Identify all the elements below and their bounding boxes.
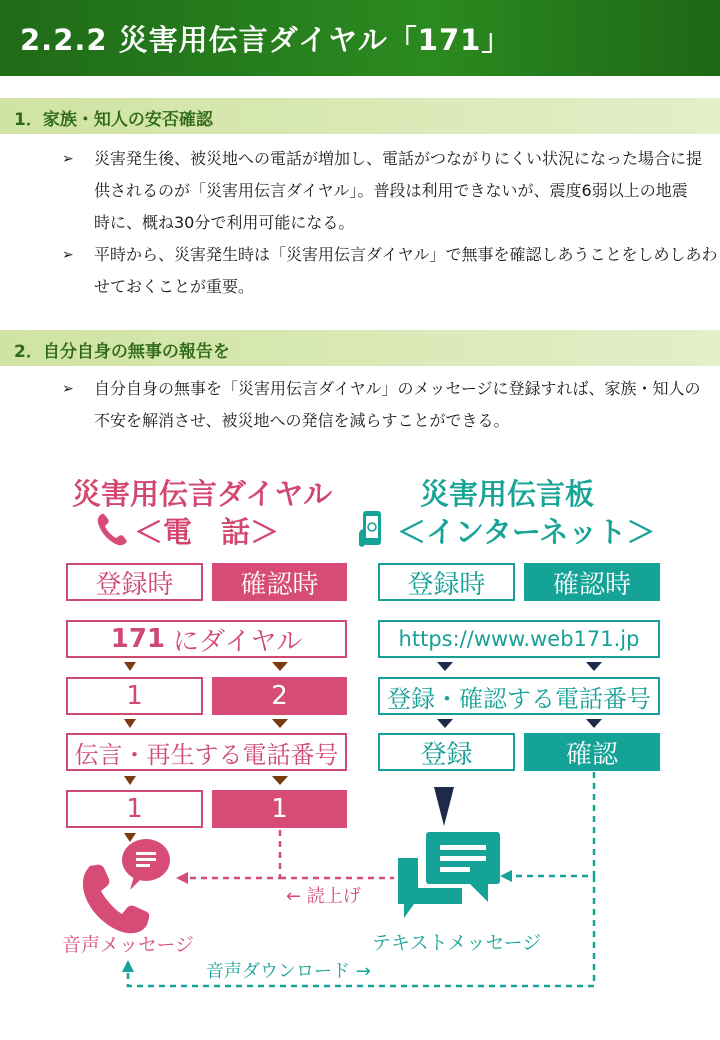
- confirm-connector: [506, 772, 594, 876]
- dial-register-time: 登録時: [66, 563, 203, 601]
- voice-download-label: 音声ダウンロード →: [206, 961, 371, 982]
- board-action-register: 登録: [378, 733, 515, 771]
- dial-phone-number-label: 伝言・再生する電話番号: [66, 733, 347, 771]
- dial-confirm-time: 確認時: [212, 563, 347, 601]
- dial-step-confirm: 2: [212, 677, 347, 715]
- bullet-line: 供されるのが「災害用伝言ダイヤル」。普段は利用できないが、震度6弱以上の地震: [94, 181, 688, 200]
- page-title: 2.2.2 災害用伝言ダイヤル「171」: [20, 23, 512, 57]
- dial-number: 171: [110, 624, 166, 654]
- dial-heading: 災害用伝言ダイヤル: [72, 477, 333, 511]
- bullet-line: 平時から、災害発生時は「災害用伝言ダイヤル」で無事を確認しあうことをしめしあわ: [94, 245, 718, 264]
- speech-bubble-icon: [122, 839, 170, 890]
- bullet-marker: ➢: [62, 247, 74, 263]
- board-url[interactable]: https://www.web171.jp: [378, 620, 660, 658]
- board-heading: 災害用伝言板: [420, 477, 595, 511]
- chat-icon: [398, 832, 500, 918]
- board-phone-number-label: 登録・確認する電話番号: [378, 677, 660, 715]
- board-register-time: 登録時: [378, 563, 515, 601]
- dial-flow-arrows: [124, 662, 288, 842]
- section-1-title: 1．家族・知人の安否確認: [14, 110, 213, 130]
- board-flow-arrows: [437, 662, 602, 728]
- bullet-line: 災害発生後、被災地への電話が増加し、電話がつながりにくい状況になった場合に提: [94, 149, 703, 168]
- board-register-arrow: [434, 787, 454, 826]
- dial-phone-confirm: 1: [212, 790, 347, 828]
- section-2-title: 2．自分自身の無事の報告を: [14, 342, 230, 362]
- board-confirm-time: 確認時: [524, 563, 660, 601]
- bullet-line: 不安を解消させ、被災地への発信を減らすことができる。: [94, 411, 510, 430]
- voice-message-label: 音声メッセージ: [62, 934, 194, 956]
- read-aloud-connector: [180, 830, 280, 878]
- dial-step-register: 1: [66, 677, 203, 715]
- board-subheading: ＜インターネット＞: [397, 515, 656, 549]
- board-action-confirm: 確認: [524, 733, 660, 771]
- text-message-label: テキストメッセージ: [372, 932, 542, 954]
- dial-phone-register: 1: [66, 790, 203, 828]
- bullet-line: せておくことが重要。: [94, 277, 255, 296]
- bullet-marker: ➢: [62, 381, 74, 397]
- dial-instruction: にダイヤル: [173, 626, 303, 657]
- bullet-marker: ➢: [62, 151, 74, 167]
- bullet-line: 時に、概ね30分で利用可能になる。: [94, 213, 355, 232]
- bullet-line: 自分自身の無事を「災害用伝言ダイヤル」のメッセージに登録すれば、家族・知人の: [94, 379, 701, 398]
- read-aloud-label: ← 読上げ: [286, 886, 361, 907]
- dial-subheading: ＜電 話＞: [134, 515, 280, 549]
